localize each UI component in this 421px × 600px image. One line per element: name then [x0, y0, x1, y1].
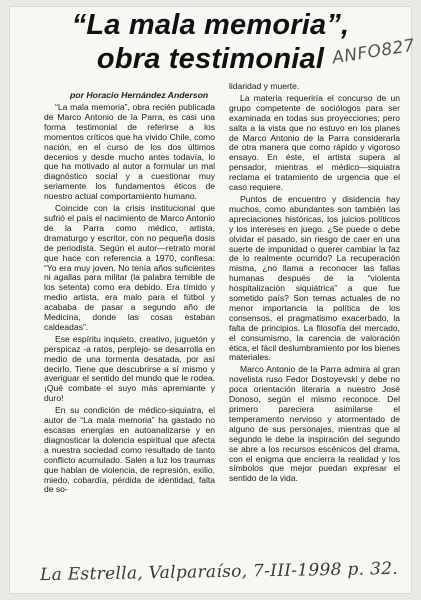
column-left — [44, 103, 215, 497]
paragraph: En su condición de médico-siquiatra, el autor de “La mala memoria” ha gastado no escasas energías en autoanalizarse y en diagnosticar la dolencia espiritual que afecta a nuestra sociedad como resultado de tanto conflicto acumulado. Salen a luz los traumas que hablan de violencia, de represión, exilio, miedo, cobardía, pérdida de identidad, falta de so- — [44, 405, 215, 495]
paragraph: Marco Antonio de la Parra admira al gran novelista ruso Fedor Dostoyevski y debe no poca orientación literaria a nuestro José Donoso, según el mismo reconoce. Del primero pareciera asimilarse el temperamento nervioso y atormentado de alguno de sus personajes, mientras que al segundo le debe la inspiración del segundo se abre a los recursos escénicos del drama, con el enigma que encierra la realidad y los símbolos que mejor puedan expresar el sentido de la vida. — [229, 364, 400, 484]
byline: por Horacio Hernández Anderson — [70, 90, 209, 100]
article-title-line-2: obra testimonial — [96, 43, 325, 75]
column-right — [229, 82, 400, 486]
paragraph: La materia requeriría el concurso de un grupo competente de sociólogos para ser examinada en todas sus proyecciones; pero salta a la vista que no estuvo en los planes de Marco Antonio de la Parra considerarla de otra manera que como rápido y vigoroso ensayo. En éste, el artista supera al pensador, mientras el médico—siquiatra reclama el tratamiento de urgencia que el caso requiere. — [229, 92, 400, 193]
paragraph: Puntos de encuentro y disidencia hay muchos, como abundantes son también las apreciaciones históricas, los juicios políticos y los intereses en juego. ¿Se puede o debe olvidar el pasado, sin riesgo de caer en una suerte de impunidad o querer cambiar la faz de lo realmente ocurrido? La recuperación misma, ¿no llama a reconocer las fallas humanas después de la “violenta hospitalización siquiátrica” a que fue sometido país? Son temas actuales de no menor importancia la política de los consensos, el pragmatismo exacerbado, la falta de principios. La filosofía del mercado, el consumismo, la carencia de valoración ética, el fácil deslumbramiento por los bienes materiales. — [229, 193, 400, 363]
paragraph: Coincide con la crisis institucional que sufrió el país el nacimiento de Marco Antonio de la Parra como médico, artista, dramaturgo y escritor, con no pequeña dosis de periodista. Según el autor—retrato moral que hace con referencia a 1970, confiesa: “Yo era muy joven. No tenía años suficientes ni agallas para militar (la palabra temible de los setenta) como era debido. Era tímido y medio artista, era malo para el fútbol y acababa de pasar a segundo año de Medicina, donde las cosas estaban caldeadas”. — [44, 203, 215, 332]
article-title-line-1: “La mala memoria”, — [71, 9, 350, 41]
paragraph: Ese espíritu inquieto, creativo, juguetón y perspicaz -a ratos, perplejo- se desarrolla en medio de una tormenta desatada, por así decirlo. Tiene que descubrirse a sí mismo y averiguar el sentido del mundo que le rodea. ¡Qué combate el suyo más apremiante y duro! — [44, 333, 215, 404]
handwritten-source-note: La Estrella, Valparaíso, 7-III-1998 p. 32. — [39, 558, 399, 586]
paragraph: “La mala memoria”, obra recién publicada de Marco Antonio de la Parra, es casi una forma testimonial de referirse a los momentos críticos que ha vivido Chile, como nación, en el curso de los dos últimos decenios y desde mucho antes todavía, lo que ha motivado al autor a formular un mal diagnóstico social y a cuestionar muy seriamente los fundamentos éticos de nuestro actual comportamiento humano. — [44, 102, 215, 202]
archive-stamp: ANFO827 — [330, 35, 417, 69]
paragraph: lidaridad y muerte. — [229, 81, 300, 91]
